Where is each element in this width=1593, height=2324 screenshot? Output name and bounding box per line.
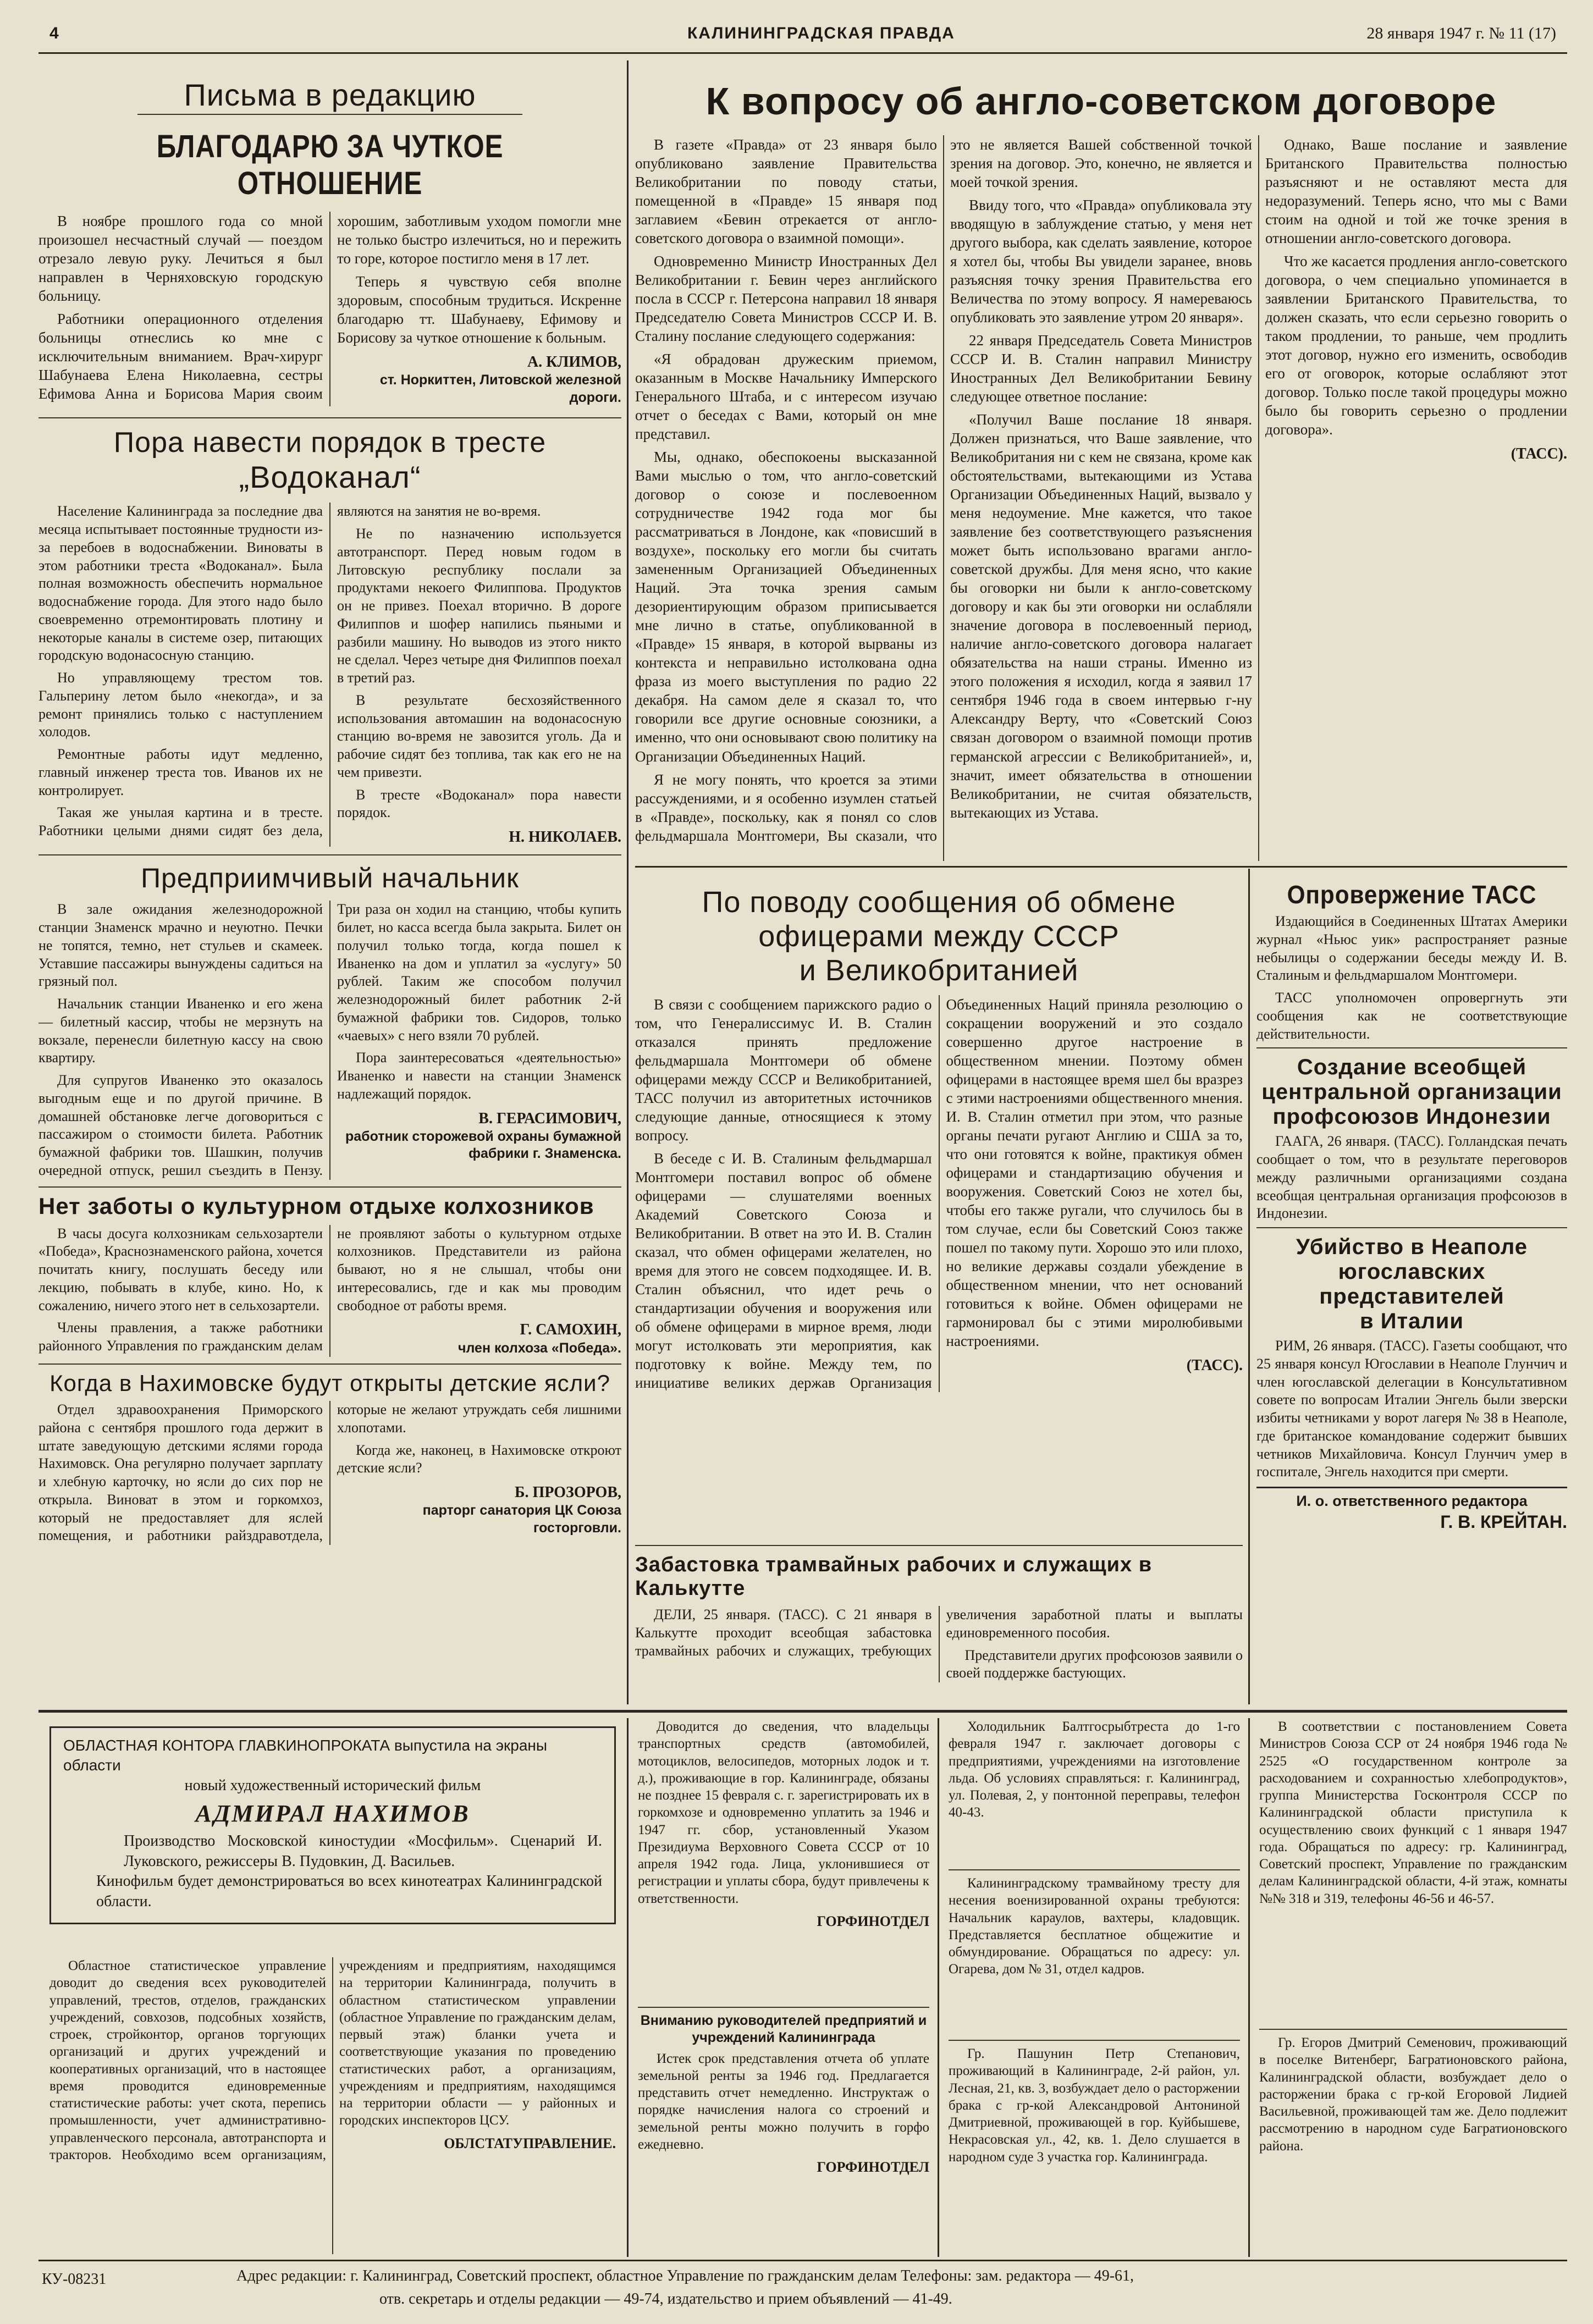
paragraph: Издающийся в Соединенных Штатах Америки журнал «Ньюс уик» распространяет разные небылицы о содержании беседы между И. В. Сталиным и фельдмаршалом Монтгомери. <box>1256 913 1567 984</box>
ad-gorfin-1-signature: ГОРФИНОТДЕЛ <box>817 1913 929 1929</box>
signature-sub: парторг санатория ЦК Союза госторговли. <box>422 1503 621 1536</box>
exchange-title-3: и Великобританией <box>799 954 1079 987</box>
divider-right <box>1248 869 1250 1704</box>
indonesia-title-1: Создание всеобщей <box>1297 1055 1527 1080</box>
paragraph: В тресте «Водоканал» пора навести порядок. <box>337 786 621 821</box>
ad-gorfin-2 <box>638 2012 929 2254</box>
letter-nachalnik <box>38 862 621 1179</box>
indonesia-title-2: центральной организации <box>1261 1080 1562 1105</box>
paragraph: Начальник станции Иваненко и его жена — билетный кассир, чтобы не мерзнуть на вокзале, перенесли билетную кассу на свою квартиру. <box>38 996 323 1066</box>
letter-kolkhoz-title: Нет заботы о культурном отдыхе колхозников <box>38 1193 594 1219</box>
ad-tram <box>949 1875 1240 2040</box>
letter-yasli <box>38 1370 621 1545</box>
ad-holod-text: Холодильник Балтгосрыбтреста до 1-го февраля 1947 г. заключает договоры с предприятиями, учреждениями на изготовление льда. Об условиях справляться: г. Калининград, ул. Полевая, 2, у понтонной переправы, телефон 40-43. <box>949 1719 1240 1820</box>
footer-line-2: отв. секретарь и отделы редакции — 49-74, издательство и прием объявлений — 41-49. <box>379 2290 952 2308</box>
ad-tram-text: Калининградскому трамвайному тресту для несения военизированной охраны требуются: Начальник караулов, вахтеры, кладовщик. Представляется бесплатное общежитие и обмундирование. Обращаться по адресу: ул. Огарева, дом № 31, отдел кадров. <box>949 1876 1240 1977</box>
section-rule <box>38 1364 621 1365</box>
paragraph: Пора заинтересоваться «деятельностью» Иваненко и навести на станции Знаменск надлежащий порядок. <box>337 1050 621 1102</box>
paragraph: «Я обрадован дружеским приемом, оказанным в Москве Начальнику Имперского Генерального Штаба, и с интересом изучаю отчет о беседах с Вами, который он мне представил. <box>635 351 937 443</box>
letter-vodokanal-title: Пора навести порядок в тресте <box>113 427 547 459</box>
paragraph: В связи с сообщением парижского радио о том, что Генералиссимус И. В. Сталин отказался принять предложение фельдмаршала Монтгомери об обмене офицерами между СССР и Великобританией, ТАСС получил из авторитетных источников следующие данные, относящиеся к этому вопросу. <box>635 996 932 1144</box>
paragraph: «Получил Ваше послание 18 января. Должен признаться, что Ваше заявление, что Великобритания ни с кем не связана, кроме как обстоятельствами, вытекающими из Устава Организации Объединенных Наций, вызвало у меня недоумение. Мне кажется, что такое заявление без соответствующего разъяснения может быть использовано врагами англо-советской дружбы. Для меня ясно, что какие бы оговорки ни были к англо-советскому договору и как бы эти оговорки ни ослабляли значение договора в послевоенный период, наличие англо-советского договора налагает обязательства на наши страны. Именно из этого положения я исходил, когда я заявил 17 сентября 1946 года в своем интервью г-ну Александру Верту, что «Советский Союз связан договором о взаимной помощи против германской агрессии с Великобританией», и, значит, имеет обязательства в отношении Великобритании, не считая обязательств, вытекающих из Устава. <box>950 411 1252 821</box>
ad-rule <box>1259 2029 1567 2030</box>
letter-kolkhoz-body <box>38 1225 621 1357</box>
ads-divider-2 <box>938 1718 939 2257</box>
letter-gratitude-body <box>38 212 621 406</box>
section-rule <box>38 854 621 855</box>
letter-gratitude-title: БЛАГОДАРЮ ЗА ЧУТКОЕ ОТНОШЕНИЕ <box>156 129 504 201</box>
ad-kino-line1: ОБЛАСТНАЯ КОНТОРА ГЛАВКИНОПРОКАТА выпустила на экраны области <box>63 1737 547 1774</box>
signature: Н. НИКОЛАЕВ. <box>509 829 621 846</box>
signature: (ТАСС). <box>1511 445 1567 463</box>
paragraph: В зале ожидания железнодорожной станции Знаменск мрачно и неуютно. Печки не топятся, темно, нет стульев и скамеек. Уставшие пассажиры вынуждены садиться на грязный пол. <box>38 901 323 990</box>
ad-kino-line2: новый художественный исторический фильм <box>184 1776 481 1794</box>
letter-yasli-title: Когда в Нахимовске будут открыты детские ясли? <box>49 1370 610 1396</box>
footer-rule <box>38 2260 1567 2261</box>
paragraph: Однако, Ваше послание и заявление Британского Правительства полностью разъясняют и не оставляют места для недоразумений. Теперь ясно, что мы с Вами стоим на одной и той же точке зрения в отношении англо-советского договора. <box>1265 136 1567 247</box>
paragraph: Теперь я чувствую себя вполне здоровым, способным трудиться. Искренне благодарю тт. Шабунаеву, Ефимову и Борисову за чуткое отношение к больным. <box>337 273 621 346</box>
naples-title-1: Убийство в Неаполе <box>1296 1235 1528 1259</box>
paragraph: Но управляющему трестом тов. Гальперину летом было «некогда», и за ремонт принялись только с наступлением холодов. <box>38 670 323 740</box>
ad-kino-line3: Производство Московской киностудии «Мосфильм». Сценарий И. Луковского, режиссеры В. Пудовкин, Д. Васильев. <box>124 1832 602 1870</box>
letter-nachalnik-title: Предприимчивый начальник <box>141 863 519 894</box>
ad-divorce-2-text: Гр. Егоров Дмитрий Семенович, проживающий в поселке Витенберг, Багратионовского района, Калининградской области, возбуждает дело о расторжении брака с гр-кой Егоровой Лидией Васильевной, проживающей там же. Дело подлежит рассмотрению в народном суде Багратионовского района. <box>1259 2035 1567 2154</box>
ad-divorce-1-text: Гр. Пашунин Петр Степанович, проживающий в Калининграде, 2-й район, ул. Лесная, 21, кв. 3, возбуждает дело о расторжении брака с гр-кой Александровой Антониной Дмитриевной, проживающей в гор. Куйбышеве, Некрасовская ул., 42, кв. 1. Дело слушается в народном суде 3 участка гор. Калининграда. <box>949 2046 1240 2165</box>
signature: Б. ПРОЗОРОВ, <box>515 1484 621 1502</box>
indonesia-title-3: профсоюзов Индонезии <box>1272 1105 1551 1129</box>
paragraph: ГААГА, 26 января. (ТАСС). Голландская печать сообщает о том, что в результате переговоров между различными организациями создана всеобщая центральная организация профсоюзов в Индонезии. <box>1256 1133 1567 1222</box>
signature: Г. САМОХИН, <box>520 1321 621 1339</box>
ad-holod <box>949 1718 1240 1883</box>
calcutta-body <box>635 1606 1243 1682</box>
ad-gorfin-1 <box>638 1718 929 2004</box>
paragraph: Работники операционного отделения больницы отнеслись ко мне с исключительным вниманием. Врач-хирург Шабунаева Елена Николаевна, сестры Ефимова Анна и Борисова Мария своим хорошим, заботливым уходом помогли мне не только быстро излечиться, но и пережить то горе, которое постигло меня в 17 лет. <box>38 213 621 402</box>
divider-left <box>627 60 629 1704</box>
signature: (ТАСС). <box>1186 1357 1243 1374</box>
page-header <box>38 22 1567 49</box>
footer-line-1: Адрес редакции: г. Калининград, Советский проспект, областное Управление по гражданским делам Телефоны: зам. редактора — 49-61, <box>236 2267 1134 2284</box>
signature: А. КЛИМОВ, <box>527 354 621 371</box>
right-column <box>1256 880 1567 1704</box>
exchange-title-1: По поводу сообщения об обмене <box>702 886 1176 919</box>
paragraph: 22 января Председатель Совета Министров СССР И. В. Сталин направил Министру Иностранных Дел Великобритании Бевину следующее ответное послание: <box>950 332 1252 405</box>
paragraph: Что же касается продления англо-советского договора, о чем специально упоминается в заявлении Британского Правительства, то должен сказать, что если серьезно говорить о таком продлении, то раньше, чем продлить этот договор, нужно его изменить, освободив его от оговорок, которые ослабляют этот договор. Только после такой процедуры можно было бы говорить серьезно о продлении договора». <box>1265 253 1567 438</box>
calcutta-article <box>635 1553 1243 1704</box>
paragraph: В газете «Правда» от 23 января было опубликовано заявление Правительства Великобритании по поводу статьи, помещенной в «Правде» 15 января под заглавием «Бевин отрекается от англо-советского договора о взаимной помощи». <box>635 136 937 247</box>
signature-sub: работник сторожевой охраны бумажной фабрики г. Знаменска. <box>345 1128 621 1162</box>
paragraph: Ремонтные работы идут медленно, главный инженер треста тов. Иванов их не контролирует. <box>38 746 323 798</box>
paragraph: Не по назначению используется автотранспорт. Перед новым годом в Литовскую республику послали за продуктами некоего Филиппова. Продуктов он не привез. Поехал вторично. В дороге Филиппов и шофер напились пьяными и разбили машину. Но выводов из этого никто не сделал. Через четыре дня Филиппов поехал в третий раз. <box>337 526 621 686</box>
tass-denial-title: Опровержение ТАСС <box>1287 880 1537 909</box>
ad-divorce-1 <box>949 2045 1240 2254</box>
tass-denial-body <box>1256 913 1567 1043</box>
letter-gratitude <box>38 128 621 406</box>
ad-goskontrol-text: В соответствии с постановлением Совета Министров Союза ССР от 24 ноября 1946 года № 2525 «О государственном контроле за расходованием и сохранностью хлебопродуктов», группа Министерства Госконтроля СССР по Калининградской области приступила к осуществлению своих функций с 1 января 1947 года. Обращаться по адресу: гр. Калининград, Советский проспект, Управление по гражданским делам Калининградской области, 4-й этаж, комнаты №№ 318 и 319, телефоны 46-56 и 46-57. <box>1259 1719 1567 1906</box>
exchange-body <box>635 995 1243 1392</box>
main-article-rule <box>635 866 1567 868</box>
paragraph: Члены правления, а также работники районного Управления по гражданским делам не проявляют заботы о культурном отдыхе колхозников. Представители из района бывают, но я не слышал, чтобы они интересовались, где и как мы проводим свободное от работы время. <box>38 1225 621 1354</box>
ad-rule <box>949 1869 1240 1870</box>
letter-nachalnik-body <box>38 901 621 1179</box>
letters-rubric: Письма в редакцию <box>184 78 476 112</box>
paragraph: ТАСС уполномочен опровергнуть эти сообщения как не соответствующие действительности. <box>1256 990 1567 1042</box>
ad-kino <box>49 1726 616 1924</box>
exchange-article <box>635 874 1243 1545</box>
letter-vodokanal-title2: „Водоканал“ <box>239 460 421 495</box>
signature-sub: член колхоза «Победа». <box>457 1340 621 1356</box>
paragraph: Такая же унылая картина и в тресте. Работники целыми днями сидят без дела, являются на занятия не во-время. <box>38 503 541 839</box>
ad-stat-signature: ОБЛСТАТУПРАВЛЕНИЕ. <box>444 2135 616 2151</box>
editor-line-1: И. о. ответственного редактора <box>1296 1493 1528 1509</box>
page-number: 4 <box>49 24 59 42</box>
ad-gorfin-1-text: Доводится до сведения, что владельцы транспортных средств (автомобилей, мотоциклов, велосипедов, моторных лодок и т. д.), проживающие в гор. Калининграде, обязаны не позднее 15 февраля с. г. зарегистрировать их в горкомхозе и одновременно уплатить за 1946 и 1947 гг. сбор, установленный Указом Президиума Верховного Совета СССР от 10 апреля 1942 года. Лица, уклонившиеся от регистрации и уплаты сбора, будут привлечены к ответственности. <box>638 1719 929 1906</box>
naples-title-3: в Италии <box>1360 1309 1464 1333</box>
signature: В. ГЕРАСИМОВИЧ, <box>478 1109 621 1127</box>
paragraph: Население Калининграда за последние два месяца испытывает постоянные трудности из-за перебоев в водоснабжении. Виноваты в этом работники треста «Водоканал». Была полная возможность обеспечить нормальное водоснабжение города. Для этого надо было своевременно отремонтировать плотину и некоторые каналы в системе озер, питающих городскую водонасосную станцию. <box>38 503 323 664</box>
exchange-title-2: офицерами между СССР <box>758 920 1120 953</box>
ad-kino-film: АДМИРАЛ НАХИМОВ <box>195 1800 470 1828</box>
paragraph: В беседе с И. В. Сталиным фельдмаршал Монтгомери поставил вопрос об обмене офицерами — слушателями военных Академий Советского Союза и Великобритании. В ответ на это И. В. Сталин сказал, что обмен офицерами желателен, но время для этого не совсем подходящее. И. В. Сталин объяснил, что идет речь о стандартизации обучения и вооружения или об обмене офицерами в мирное время, люди могут истолковать эти мероприятия, как подготовку к войне. Между тем, по инициативе великих держав Организация Объединенных Наций приняла резолюцию о сокращении вооружений и это создало совершенно другое настроение в общественном мнении. Поэтому обмен офицерами в настоящее время шел бы вразрез с этими настроениями общественного мнения. И. В. Сталин отметил при этом, что разные органы печати ругают Англию и США за то, что они готовятся к войне, практикуя обмен офицерами и стандартизацию обучения и вооружения. Советский Союз не хотел бы, чтобы его также ругали, что случилось бы в том случае, если бы Советский Союз также пошел по такому пути. Хорошо это или плохо, но великие державы создали убеждение в общественном мнении, что нет оснований готовиться к войне. Обмен офицерами не гармонировал бы с этими миролюбивыми настроениями. <box>635 996 1243 1392</box>
ads-rule <box>38 1710 1567 1713</box>
signature-sub: ст. Норкиттен, Литовской железной дороги. <box>379 372 621 405</box>
paragraph: Отдел здравоохранения Приморского района с сентября прошлого года держит в штате заведующую детскими яслями города Нахимовск. Она регулярно получает зарплату и хлебную карточку, но ясли до сих пор не открыла. Виноват в этом и горкомхоз, который не предоставляет для яслей помещения, и работники райздравотдела, которые не желают утруждать себя лишними хлопотами. <box>38 1401 621 1544</box>
naples-title-2: югославских представителей <box>1319 1260 1504 1309</box>
ad-rule <box>949 2040 1240 2041</box>
ad-gorfin-2-signature: ГОРФИНОТДЕЛ <box>817 2159 929 2175</box>
section-rule <box>1256 1047 1567 1048</box>
paragraph: Одновременно Министр Иностранных Дел Великобритании г. Бевин через английского посла в СССР г. Петерсона направил 18 января Председателю Совета Министров СССР И. В. Сталину послание следующего содержания: <box>635 253 937 345</box>
paragraph: Представители других профсоюзов заявили о своей поддержке бастующих. <box>946 1647 1243 1681</box>
section-rule <box>1256 1227 1567 1228</box>
letter-vodokanal-body <box>38 503 621 847</box>
ad-stat <box>49 1957 616 2254</box>
paragraph: Для супругов Иваненко это оказалось выгодным еще и по другой причине. В домашней обстановке легче договориться с пассажиром о стоимости билета. Работник бумажной фабрики тов. Шашкин, получив очередной отпуск, решил съездить в Пензу. Три раза он ходил на станцию, чтобы купить билет, но касса всегда была закрыта. Билет он получил только тогда, когда пошел к Иваненко на дом и уплатил за «услугу» 50 рублей. Таким же способом получил железнодорожный билет работник 2-й бумажной фабрики тов. Сидоров, только «чаевых» с него взяли 70 рублей. <box>38 901 621 1178</box>
letter-yasli-body <box>38 1401 621 1545</box>
ad-divorce-2 <box>1259 2034 1567 2254</box>
section-rule <box>38 417 621 418</box>
footer <box>38 2264 1567 2319</box>
newspaper-title: КАЛИНИНГРАДСКАЯ ПРАВДА <box>687 24 955 42</box>
header-rule <box>38 52 1567 54</box>
editor-rule <box>1256 1487 1567 1488</box>
paragraph: Мы, однако, обеспокоены высказанной Вами мыслью о том, что англо-советский договор о союзе и послевоенном сотрудничестве 1942 года мог бы рассматриваться в Лондоне, как «повисший в воздухе», поскольку его могли бы считать замененным Организацией Объединенных Наций. Эта точка зрения самым дезориентирующим образом приписывается мне лично в статье, опубликованной в «Правде» 15 января, в которой вырваны из контекста и неправильно истолкована одна фраза из моего выступления по радио 22 декабря. На самом деле я сказал то, что говорили все другие основные союзники, а именно, что они основывают свою политику на Организации Объединенных Наций. <box>635 449 937 765</box>
paragraph: В результате бесхозяйственного использования автомашин на водонасосную станцию во-время не завозится уголь. Да и рабочие сидят без топлива, так как его не на чем привезти. <box>337 692 621 780</box>
paragraph: РИМ, 26 января. (ТАСС). Газеты сообщают, что 25 января консул Югославии в Неаполе Глунчич и член югославской делегации в Консультативном совете по вопросам Италии Энгель были зверски избиты четниками у ворот лагеря № 38 в Неаполе, где британское командование содержит бывших четников Михайловича. Консул Глунчич умер в госпитале, Энгель находится при смерти. <box>1256 1338 1567 1480</box>
naples-body <box>1256 1337 1567 1481</box>
main-article-body <box>635 135 1567 861</box>
calcutta-title: Забастовка трамвайных рабочих и служащих в Калькутте <box>635 1553 1153 1600</box>
paragraph: ДЕЛИ, 25 января. (ТАСС). С 21 января в Калькутте проходит всеобщая забастовка трамвайных рабочих и служащих, требующих увеличения заработной платы и выплаты единовременного пособия. <box>635 1607 1243 1659</box>
exchange-rule <box>635 1545 1243 1546</box>
main-article-title: К вопросу об англо-советском договоре <box>705 80 1497 123</box>
footer-code: КУ-08231 <box>42 2271 107 2288</box>
ad-kino-line4: Кинофильм будет демонстрироваться во всех кинотеатрах Калининградской области. <box>96 1873 602 1910</box>
main-article <box>635 60 1567 863</box>
section-rule <box>38 1186 621 1188</box>
ad-rule <box>638 2007 929 2008</box>
ad-goskontrol <box>1259 1718 1567 2032</box>
ads-divider-1 <box>627 1718 629 2257</box>
letters-section <box>38 60 621 1704</box>
editor-name: Г. В. КРЕЙТАН. <box>1440 1512 1567 1532</box>
ad-gorfin-2-text: Истек срок представления отчета об уплате земельной ренты за 1946 год. Предлагается представить отчет немедленно. Инструктаж о порядке начисления налога со строений и земельной ренты можно получить в горфо ежедневно. <box>638 2051 929 2152</box>
ad-gorfin-2-title: Вниманию руководителей предприятий и учреждений Калининграда <box>640 2013 927 2046</box>
paragraph: Я не могу понять, что кроется за этими рассуждениями, и я особенно изумлен статьей в «Правде», поскольку, как я понял со слов фельдмаршала Монтгомери, Вы сказали, что это не является Вашей собственной точкой зрения на договор. Это, конечно, не является и моей точкой зрения. <box>635 136 1252 844</box>
paragraph: Ввиду того, что «Правда» опубликовала эту вводящую в заблуждение статью, у меня нет другого выбора, как сделать заявление, которое я хотел бы, чтобы Вы увидели заранее, вновь разъясняя точку зрения Правительства его Величества по этому вопросу. Я намереваюсь опубликовать это заявление утром 20 января». <box>950 197 1252 326</box>
paragraph: В ноябре прошлого года со мной произошел несчастный случай — поездом отрезало левую руку. Лечиться я был направлен в Черняховскую городскую больницу. <box>38 213 323 305</box>
paragraph: В часы досуга колхозникам сельхозартели «Победа», Краснознаменского района, хочется почитать книгу, послушать беседу или лекцию, побывать в клубе, кино. Но, к сожалению, ничего этого нет в сельхозартели. <box>38 1225 323 1313</box>
letter-kolkhoz <box>38 1193 621 1357</box>
ad-stat-text: Областное статистическое управление доводит до сведения всех руководителей управлений, трестов, отделов, гражданских учреждений, совхозов, подсобных хозяйств, строек, стройконтор, органов торгующих организаций и других учреждений и кооперативных организаций, что в настоящее время проводится единовременные статистические работы: учет скота, перепись промышленности, учет административно-управленческого персонала, автотранспорта и тракторов. Необходимо всем организациям, учреждениям и предприятиям, находящимся на территории Калининграда, получить в областном статистическом управлении (областное Управление по гражданским делам, первый этаж) бланки учета и соответствующие указания по проведению статистических работ, а организациям, учреждениям и предприятиям, находящимся на территории области — у районных и городских инспекторов ЦСУ. <box>49 1958 616 2162</box>
rubric-underline <box>137 114 522 115</box>
letter-vodokanal <box>38 426 621 847</box>
indonesia-body <box>1256 1133 1567 1223</box>
paragraph: Когда же, наконец, в Нахимовске откроют детские ясли? <box>337 1442 621 1476</box>
ads-divider-3 <box>1248 1718 1250 2257</box>
issue-date: 28 января 1947 г. № 11 (17) <box>1366 24 1556 42</box>
